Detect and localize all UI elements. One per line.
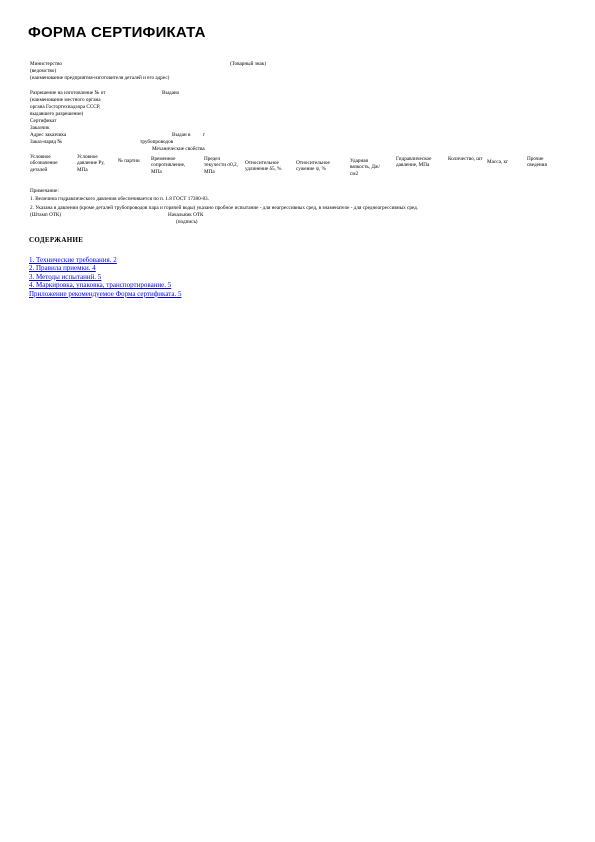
issued-by-label: Выдано — [162, 90, 180, 96]
col-header-yield: Предел текучести σ0,2, МПа — [204, 156, 238, 175]
mech-properties-label: Механические свойства — [152, 146, 205, 152]
permit-note-1: (наименование местного органа — [30, 97, 101, 103]
toc-link-appendix[interactable]: Приложение рекомендуемое Форма сертификата. 5 — [29, 289, 182, 298]
trademark-label: (Товарный знак) — [230, 61, 267, 67]
col-header-contraction: Относительное сужение ψ, % — [296, 160, 330, 173]
col-header-designation: Условное обозначение деталей — [30, 154, 58, 173]
toc-link-marking[interactable]: 4. Маркировка, упаковка, транспортирование. 5 — [29, 281, 172, 290]
col-header-quantity: Количество, шт — [448, 156, 483, 162]
toc-heading: СОДЕРЖАНИЕ — [29, 236, 84, 244]
year-mark: г — [203, 132, 206, 138]
toc-list — [29, 256, 182, 298]
address-label: Адрес заказчика — [30, 132, 67, 138]
document-title: ФОРМА СЕРТИФИКАТА — [28, 24, 206, 41]
issued-to-label: Выдан в — [172, 132, 191, 138]
toc-link-acceptance[interactable]: 2. Правила приемки. 4 — [29, 264, 96, 273]
delivery-label: Заказчик — [30, 125, 50, 131]
sign-sub-label: (подпись) — [176, 219, 198, 225]
manufacturer-note: (наименование предприятия-изготовителя деталей и его адрес) — [30, 75, 170, 81]
permit-note-2: органа Госгортехнадзора СССР, — [30, 104, 101, 110]
order-number-label: Заказ-наряд № — [30, 139, 63, 145]
ministry-label: Министерство — [30, 61, 62, 67]
certificate-table-header — [30, 154, 560, 178]
pipes-label: трубопроводов — [140, 139, 174, 145]
col-header-pressure: Условное давление Ру, МПа — [77, 154, 105, 173]
col-header-elongation: Относительное удлинение δ5, % — [245, 160, 282, 173]
toc-link-requirements[interactable]: 1. Технические требования. 2 — [29, 256, 117, 264]
permit-note-3: выдавшего разрешение) — [30, 111, 84, 117]
col-header-mass: Масса, кг — [487, 159, 509, 165]
sign-label: Начальник ОТК — [168, 212, 204, 218]
ministry-sub-label: (ведомство) — [30, 68, 57, 74]
permit-line: Разрешение на изготовление № от — [30, 90, 106, 96]
col-header-hydraulic: Гидравлическое давление, МПа — [396, 156, 432, 169]
col-header-batch: № партии — [118, 158, 140, 164]
col-header-impact: Ударная вязкость, Дж/см2 — [350, 158, 380, 177]
stamp-label: (Штамп ОТК) — [30, 212, 62, 218]
col-header-tensile: Временное сопротивление, МПа — [151, 156, 186, 175]
note-1: 1. Величина гидравлического давления обеспечивается по п. 1.8 ГОСТ 17380-83. — [30, 196, 209, 202]
toc-link-test-methods[interactable]: 3. Методы испытаний. 5 — [29, 272, 102, 281]
col-header-other: Прочие сведения — [527, 156, 547, 169]
notes-label: Примечание: — [30, 188, 59, 194]
certificate-label: Сертификат — [30, 118, 57, 124]
note-2: 2. Указана в давлении (кроме деталей трубопроводов пара и горячей воды) указано пробное испытание - для неагрессивных сред, в знаменателе - для среднеагрессивных сред. — [30, 205, 419, 211]
